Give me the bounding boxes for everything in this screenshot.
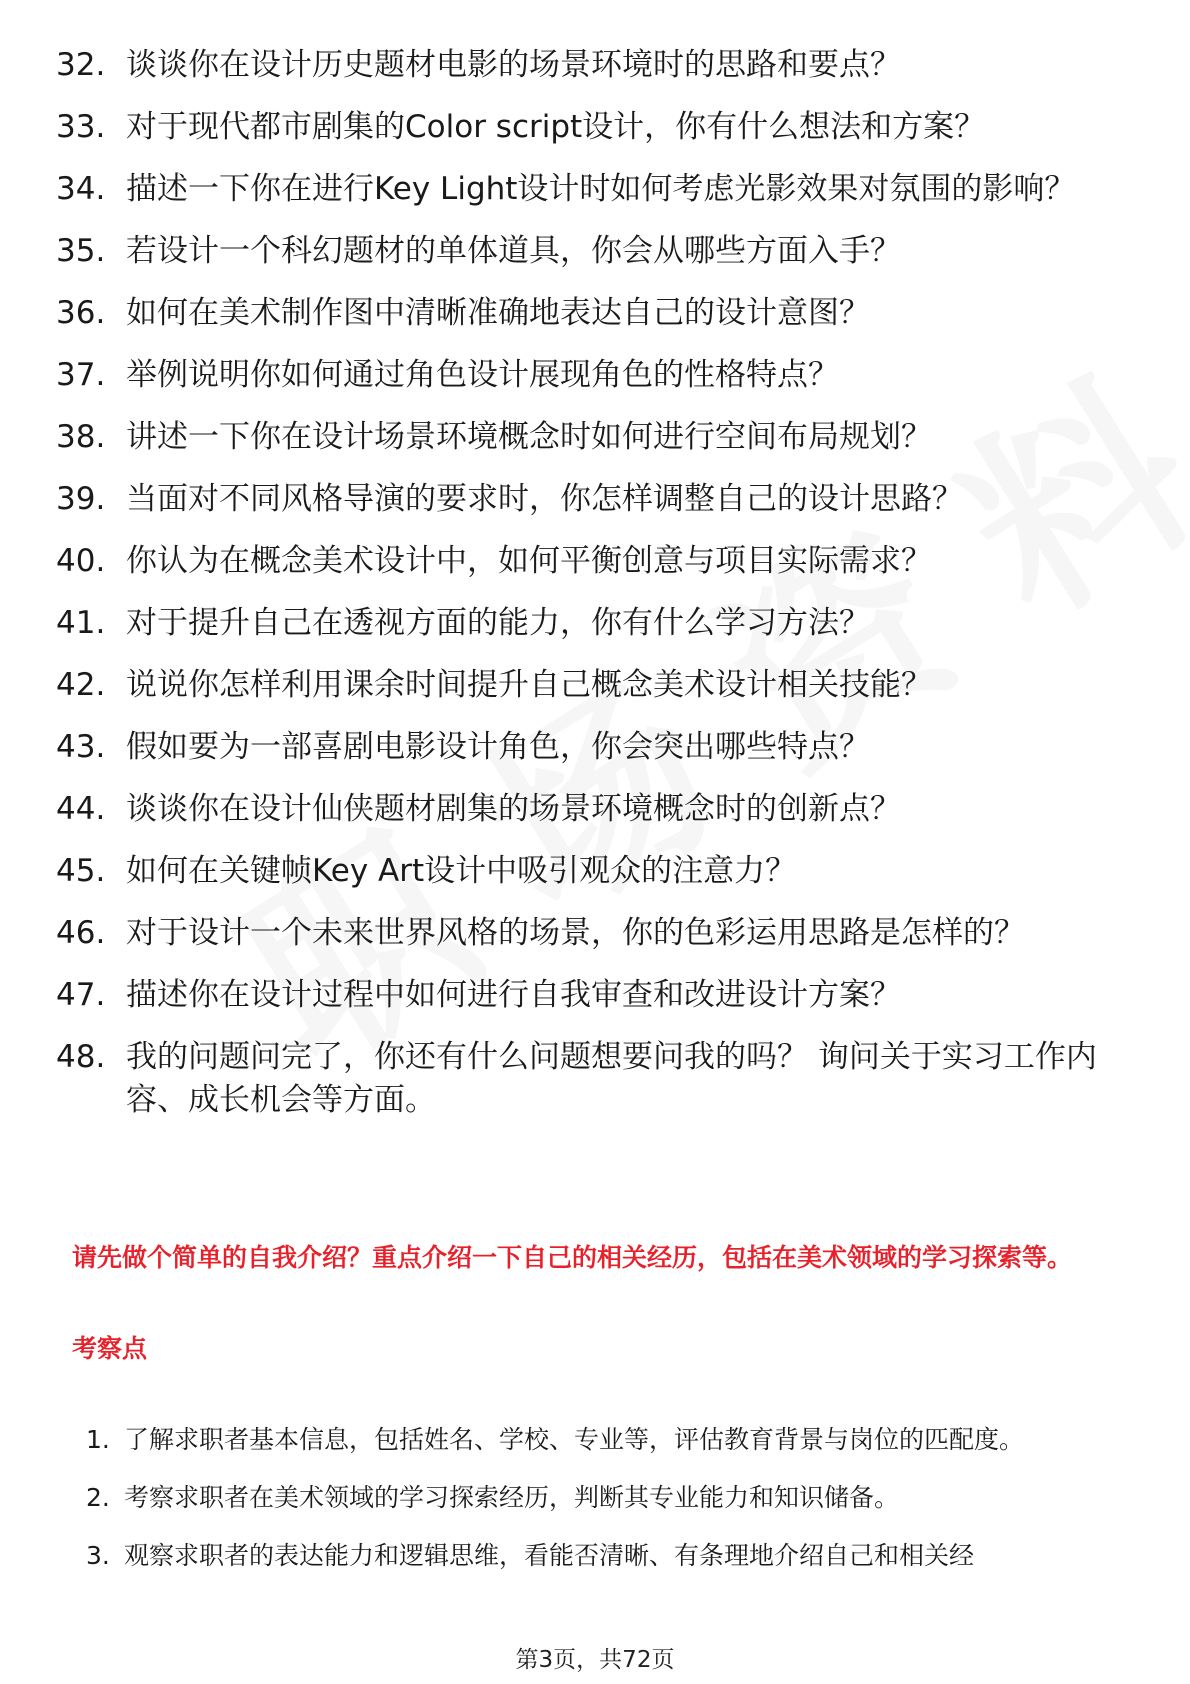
question-number: 32. <box>56 47 106 83</box>
question-number: 47. <box>56 977 106 1013</box>
question-item <box>56 44 1136 87</box>
question-text: 对于设计一个未来世界风格的场景，你的色彩运用思路是怎样的？ <box>126 915 1025 951</box>
question-item <box>56 1036 1136 1122</box>
question-text: 举例说明你如何通过角色设计展现角色的性格特点？ <box>126 357 839 393</box>
question-item <box>56 168 1136 211</box>
point-item <box>86 1469 1136 1527</box>
question-number: 41. <box>56 605 106 641</box>
question-text: 假如要为一部喜剧电影设计角色，你会突出哪些特点？ <box>126 729 870 765</box>
page-footer: 第3页，共72页 <box>515 1647 675 1673</box>
question-text: 描述你在设计过程中如何进行自我审查和改进设计方案？ <box>126 977 901 1013</box>
question-item <box>56 788 1136 831</box>
question-text: 描述一下你在进行Key Light设计时如何考虑光影效果对氛围的影响？ <box>126 171 1076 207</box>
point-item <box>86 1527 1136 1585</box>
question-number: 38. <box>56 419 106 455</box>
question-item <box>56 850 1136 893</box>
question-text: 你认为在概念美术设计中，如何平衡创意与项目实际需求？ <box>126 543 932 579</box>
question-text: 当面对不同风格导演的要求时，你怎样调整自己的设计思路？ <box>126 481 963 517</box>
question-text: 若设计一个科幻题材的单体道具，你会从哪些方面入手？ <box>126 233 901 269</box>
question-item <box>56 540 1136 583</box>
question-item <box>56 478 1136 521</box>
question-item <box>56 912 1136 955</box>
point-item <box>86 1411 1136 1469</box>
question-text: 我的问题问完了，你还有什么问题想要问我的吗？ 询问关于实习工作内容、成长机会等方面。 <box>126 1039 1097 1118</box>
question-number: 48. <box>56 1039 106 1075</box>
question-list <box>56 44 1136 1141</box>
question-number: 44. <box>56 791 106 827</box>
point-number: 3. <box>86 1541 110 1570</box>
question-item <box>56 726 1136 769</box>
question-item <box>56 974 1136 1017</box>
question-item <box>56 106 1136 149</box>
question-number: 35. <box>56 233 106 269</box>
point-text: 观察求职者的表达能力和逻辑思维，看能否清晰、有条理地介绍自己和相关经 <box>124 1541 975 1570</box>
point-number: 2. <box>86 1483 110 1512</box>
point-number: 1. <box>86 1425 110 1454</box>
question-item <box>56 416 1136 459</box>
question-number: 45. <box>56 853 106 889</box>
question-text: 谈谈你在设计历史题材电影的场景环境时的思路和要点？ <box>126 47 901 83</box>
question-text: 如何在美术制作图中清晰准确地表达自己的设计意图？ <box>126 295 870 331</box>
section-subheading: 考察点 <box>72 1334 148 1363</box>
question-number: 37. <box>56 357 106 393</box>
question-item <box>56 292 1136 335</box>
question-item <box>56 354 1136 397</box>
section-question: 请先做个简单的自我介绍？重点介绍一下自己的相关经历，包括在美术领域的学习探索等。 <box>72 1243 1073 1272</box>
question-item <box>56 664 1136 707</box>
question-text: 谈谈你在设计仙侠题材剧集的场景环境概念时的创新点？ <box>126 791 901 827</box>
question-text: 对于现代都市剧集的Color script设计，你有什么想法和方案？ <box>126 109 986 145</box>
question-number: 36. <box>56 295 106 331</box>
question-item <box>56 602 1136 645</box>
question-number: 46. <box>56 915 106 951</box>
question-item <box>56 230 1136 273</box>
points-list <box>86 1411 1136 1585</box>
question-number: 33. <box>56 109 106 145</box>
question-text: 对于提升自己在透视方面的能力，你有什么学习方法？ <box>126 605 870 641</box>
question-text: 讲述一下你在设计场景环境概念时如何进行空间布局规划？ <box>126 419 932 455</box>
question-number: 43. <box>56 729 106 765</box>
point-text: 了解求职者基本信息，包括姓名、学校、专业等，评估教育背景与岗位的匹配度。 <box>124 1425 1025 1454</box>
question-text: 如何在关键帧Key Art设计中吸引观众的注意力？ <box>126 853 797 889</box>
question-text: 说说你怎样利用课余时间提升自己概念美术设计相关技能？ <box>126 667 932 703</box>
question-number: 42. <box>56 667 106 703</box>
question-number: 34. <box>56 171 106 207</box>
point-text: 考察求职者在美术领域的学习探索经历，判断其专业能力和知识储备。 <box>124 1483 900 1512</box>
question-number: 39. <box>56 481 106 517</box>
question-number: 40. <box>56 543 106 579</box>
